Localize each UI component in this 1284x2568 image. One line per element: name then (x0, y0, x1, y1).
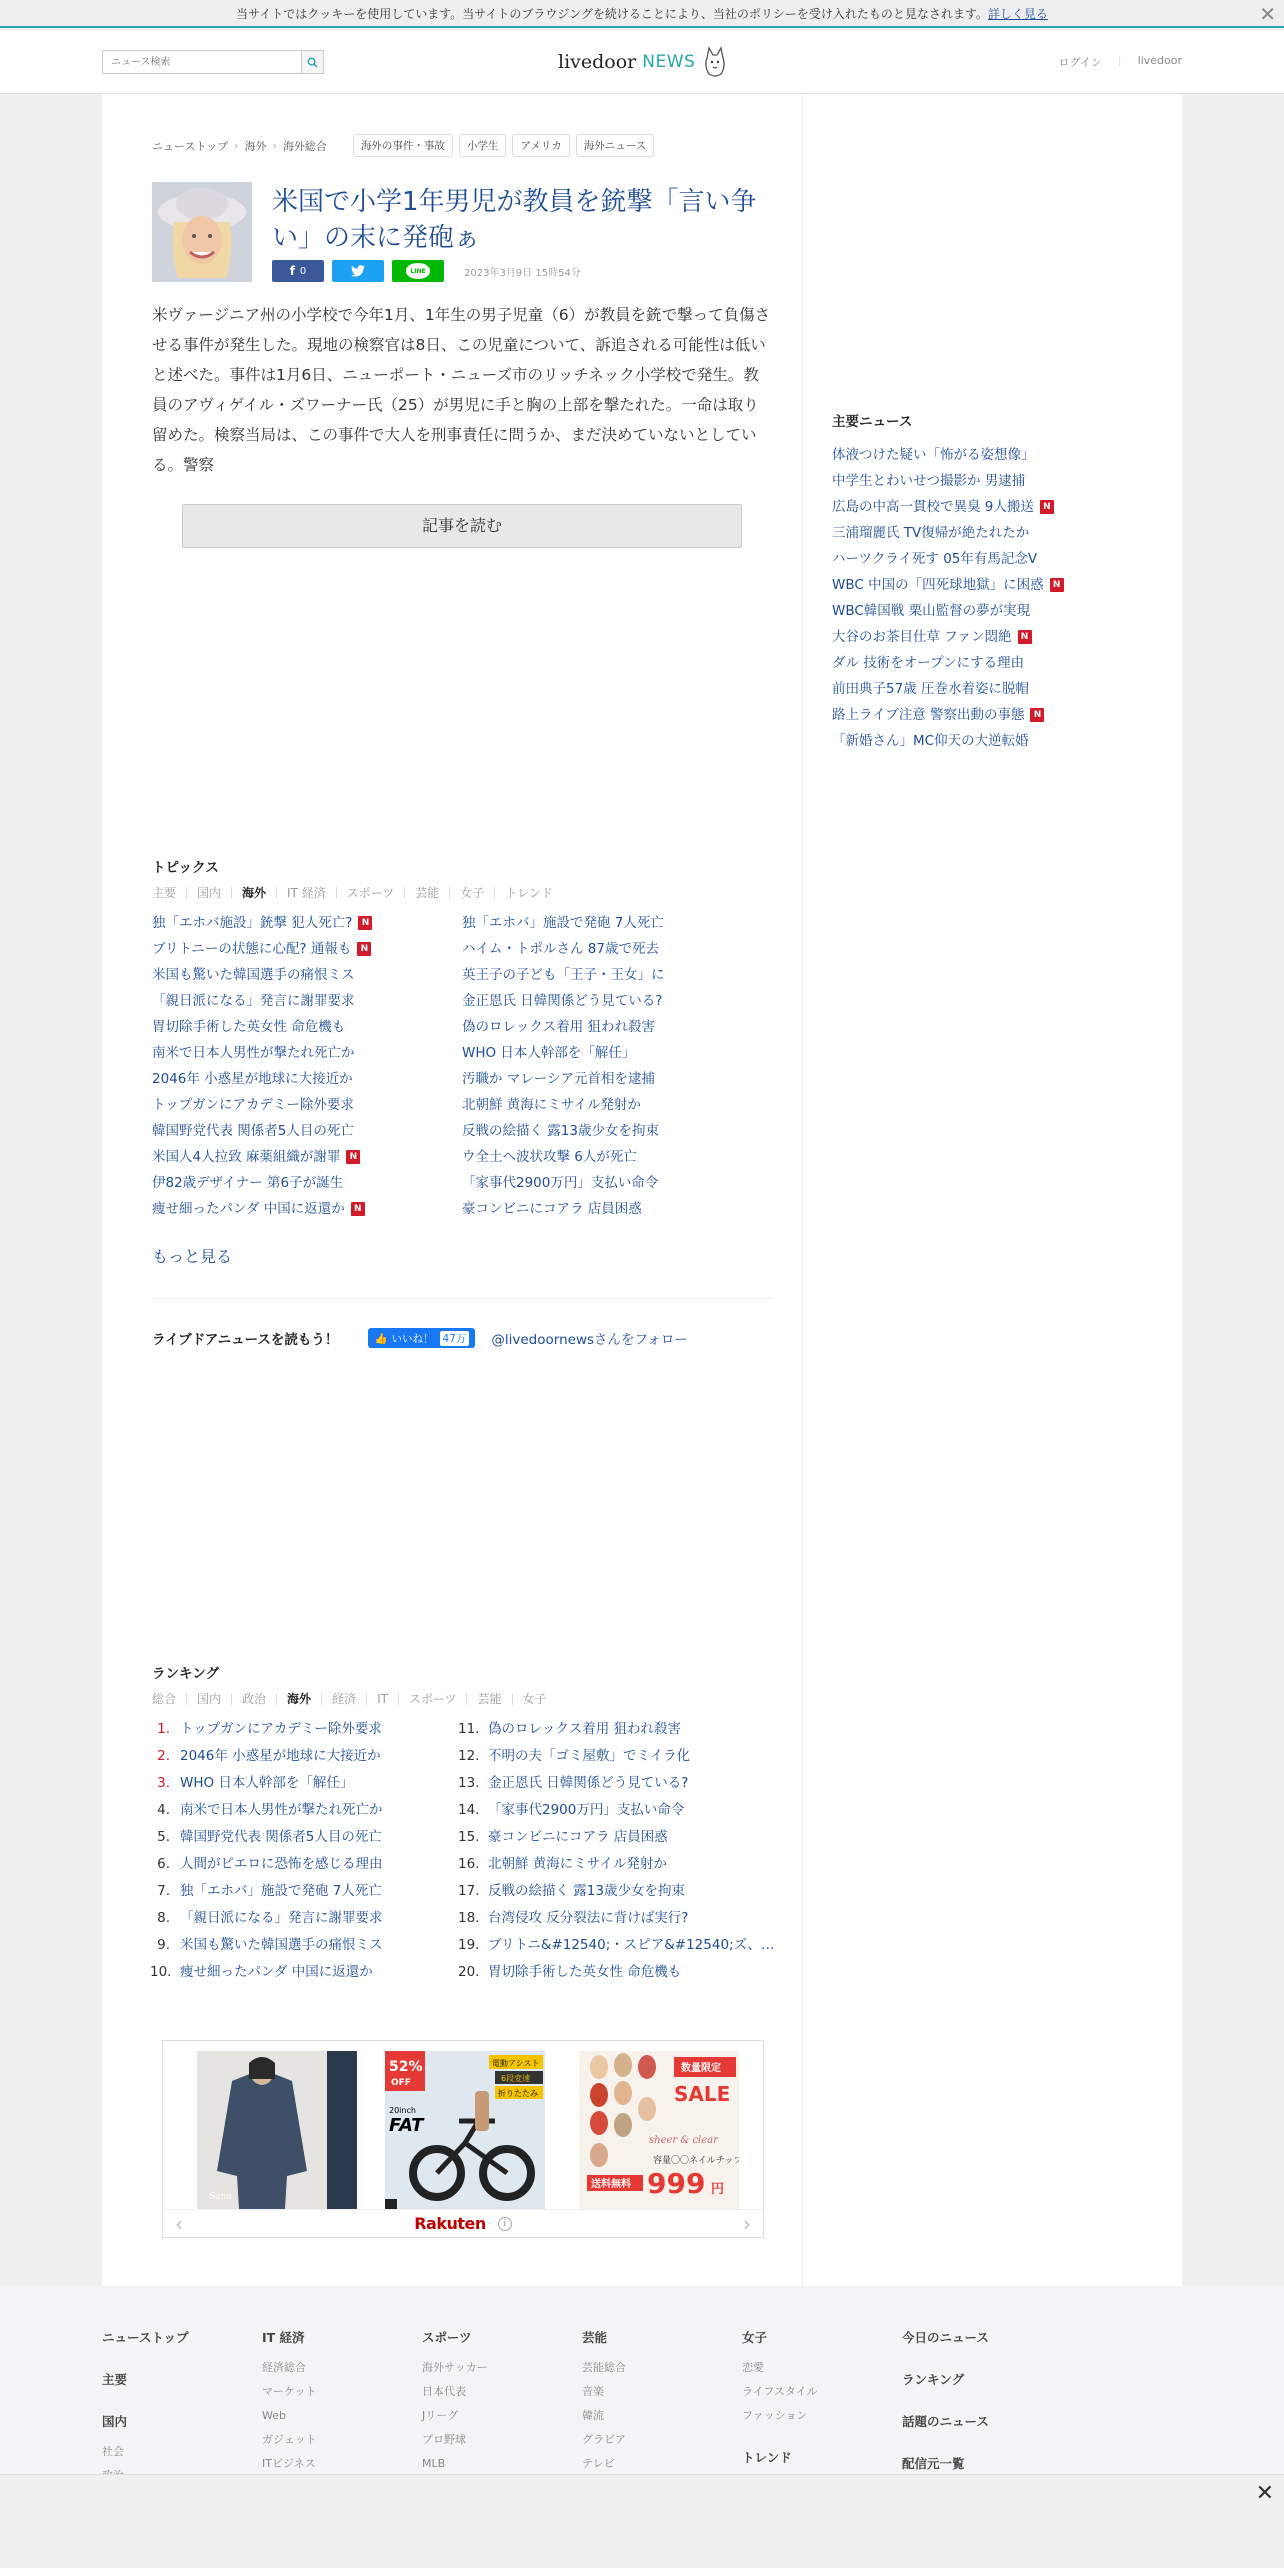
footer-link[interactable]: ライフスタイル (742, 2385, 818, 2398)
ranking-row (150, 1932, 450, 1959)
list-item (462, 1144, 762, 1170)
ranking-tab-domestic[interactable]: 国内 (197, 1692, 222, 1706)
news-link[interactable]: 痩せ細ったパンダ 中国に返還か (152, 1201, 345, 1217)
footer-link[interactable]: プロ野球 (422, 2433, 466, 2446)
logo-livedoor: livedoor (558, 51, 637, 73)
list-item (462, 1196, 762, 1222)
footer-sources[interactable]: 配信元一覧 (902, 2456, 965, 2471)
list-item (152, 1196, 452, 1222)
ranking-row (458, 1959, 778, 1986)
footer-col-misc (902, 2326, 989, 2482)
breadcrumb-overseas[interactable]: 海外 (244, 139, 267, 153)
news-link[interactable]: 反戦の絵描く 露13歳少女を拘束 (462, 1123, 659, 1139)
ranking-link[interactable]: 痩せ細ったパンダ 中国に返還か (180, 1964, 373, 1980)
footer-link[interactable]: ガジェット (262, 2433, 317, 2446)
list-item (152, 910, 452, 936)
svg-text:折りたたみ: 折りたたみ (498, 2089, 538, 2098)
list-item (462, 1092, 762, 1118)
news-link[interactable]: 豪コンビニにコアラ 店員困惑 (462, 1201, 642, 1217)
ranking-row (150, 1743, 450, 1770)
page-content (102, 94, 1182, 2286)
footer-women[interactable]: 女子 (742, 2330, 768, 2345)
article-title: 米国で小学1年男児が教員を銃撃「言い争い」の末に発砲ぁ (272, 187, 757, 253)
news-link[interactable]: 「親日派になる」発言に謝罪要求 (152, 993, 355, 1009)
news-link[interactable]: 偽のロレックス着用 狙われ殺害 (462, 1019, 656, 1035)
list-item (832, 676, 1132, 702)
footer-link[interactable]: 音楽 (582, 2385, 604, 2398)
like-label: いいね！ (391, 1332, 434, 1345)
list-item (152, 1092, 452, 1118)
footer-it-economy[interactable]: IT 経済 (262, 2330, 305, 2345)
footer-link[interactable]: グラビア (582, 2433, 626, 2446)
rank-number: 18. (458, 1910, 480, 1926)
footer-col-sports (422, 2326, 488, 2476)
news-link[interactable]: 米国人4人拉致 麻薬組織が謝罪 (152, 1149, 341, 1165)
topics-tab-domestic[interactable]: 国内 (197, 886, 222, 900)
breadcrumb (152, 134, 654, 157)
list-item (462, 1170, 762, 1196)
livedoor-link[interactable]: livedoor (1137, 54, 1182, 67)
svg-text:999: 999 (647, 2167, 706, 2200)
ad-item-nail[interactable] (579, 2051, 739, 2209)
new-badge-icon: N (1030, 708, 1044, 722)
like-count: 47万 (440, 1331, 470, 1346)
site-logo[interactable] (558, 44, 729, 80)
line-icon: LINE (406, 263, 430, 279)
thumbs-up-icon: 👍 (374, 1332, 388, 1345)
news-link[interactable]: 胃切除手術した英女性 命危機も (152, 1019, 346, 1035)
list-item (832, 650, 1132, 676)
footer-link[interactable]: ファッション (742, 2409, 808, 2422)
ranking-row (150, 1716, 450, 1743)
rank-number: 11. (458, 1721, 480, 1737)
footer-entertainment[interactable]: 芸能 (582, 2330, 608, 2345)
ranking-link[interactable]: 台湾侵攻 反分裂法に背けば実行? (488, 1910, 689, 1926)
svg-text:SALE: SALE (674, 2082, 731, 2106)
ad-nav-bar (163, 2209, 763, 2237)
ranking-link[interactable]: 北朝鮮 黄海にミサイル発射か (488, 1856, 667, 1872)
ranking-link[interactable]: 豪コンビニにコアラ 店員困惑 (488, 1829, 668, 1845)
news-link[interactable]: 南米で日本人男性が撃たれ死亡か (152, 1045, 355, 1061)
ranking-row (458, 1932, 778, 1959)
rank-number: 10. (150, 1964, 172, 1980)
news-link[interactable]: ブリトニーの状態に心配? 通報も (152, 941, 352, 957)
tag-incident[interactable]: 海外の事件・事故 (353, 134, 453, 157)
news-link[interactable]: WBC韓国戦 栗山監督の夢が実現 (832, 603, 1031, 619)
site-header (0, 30, 1284, 94)
twitter-follow-link[interactable]: @livedoornewsさんをフォロー (491, 1332, 688, 1348)
list-item (832, 494, 1132, 520)
ranking-row (150, 1959, 450, 1986)
rank-number: 6. (157, 1856, 170, 1872)
twitter-share-button[interactable] (332, 260, 384, 282)
footer-topic-news[interactable]: 話題のニュース (902, 2414, 989, 2429)
facebook-share-button[interactable] (272, 260, 324, 282)
news-link[interactable]: ハイム・トポルさん 87歳で死去 (462, 941, 659, 957)
search-input[interactable] (103, 51, 299, 73)
more-topics-link[interactable]: もっと見る (152, 1247, 233, 1266)
header-links (1058, 54, 1182, 70)
news-link[interactable]: 独「エホバ」施設で発砲 7人死亡 (462, 915, 664, 931)
list-item (462, 936, 762, 962)
news-link[interactable]: 英王子の子ども「王子・王女」に (462, 967, 665, 983)
svg-text:20inch: 20inch (389, 2106, 416, 2115)
footer-link[interactable]: テレビ (582, 2457, 615, 2470)
list-item (462, 988, 762, 1014)
topics-tab-women[interactable]: 女子 (460, 886, 485, 900)
news-link[interactable]: 体液つけた疑い「怖がる姿想像」 (832, 447, 1035, 463)
list-item (462, 1118, 762, 1144)
topics-list-right (462, 910, 762, 1222)
rank-number: 20. (458, 1964, 480, 1980)
svg-text:Sana: Sana (209, 2192, 232, 2202)
list-item (832, 468, 1132, 494)
article-date: 2023年3月9日 15時54分 (464, 267, 581, 279)
list-item (832, 598, 1132, 624)
news-link[interactable]: トップガンにアカデミー除外要求 (152, 1097, 354, 1113)
rank-number: 19. (458, 1937, 480, 1953)
news-link[interactable]: 大谷のお茶目仕草 ファン悶絶 (832, 629, 1012, 645)
ranking-tab-economy[interactable]: 経済 (332, 1692, 357, 1706)
tag-overseas-news[interactable]: 海外ニュース (576, 134, 654, 157)
news-link[interactable]: 北朝鮮 黄海にミサイル発射か (462, 1097, 641, 1113)
svg-text:容量〇〇ネイルチップ: 容量〇〇ネイルチップ (653, 2156, 739, 2166)
topics-tab-overseas[interactable]: 海外 (242, 886, 267, 900)
footer-link[interactable]: 日本代表 (422, 2385, 466, 2398)
news-link[interactable]: 金正恩氏 日韓関係どう見ている? (462, 993, 663, 1009)
ranking-tab-overseas[interactable]: 海外 (287, 1692, 312, 1706)
portrait-image (152, 182, 252, 282)
ranking-row (458, 1743, 778, 1770)
chevron-left-icon[interactable]: ‹ (175, 2212, 183, 2236)
list-item (462, 910, 762, 936)
ranking-link[interactable]: 「家事代2900万円」支払い命令 (488, 1802, 685, 1818)
column-divider (802, 94, 803, 2286)
ranking-link[interactable]: 2046年 小惑星が地球に大接近か (180, 1748, 381, 1764)
list-item (152, 962, 452, 988)
news-link[interactable]: ハーツクライ死す 05年有馬記念V (832, 551, 1038, 567)
ranking-link[interactable]: 胃切除手術した英女性 命危機も (488, 1964, 682, 1980)
footer-link[interactable]: 経済総合 (262, 2361, 306, 2374)
ranking-row (458, 1770, 778, 1797)
ranking-link[interactable]: 米国も驚いた韓国選手の痛恨ミス (180, 1937, 383, 1953)
rank-number: 1. (157, 1721, 170, 1737)
new-badge-icon: N (346, 1150, 360, 1164)
footer-col-top (102, 2326, 189, 2488)
list-item (462, 1040, 762, 1066)
topics-tab-trend[interactable]: トレンド (505, 886, 553, 900)
ranking-tab-overall[interactable]: 総合 (152, 1692, 177, 1706)
mascot-icon (701, 44, 729, 80)
rank-number: 8. (157, 1910, 170, 1926)
news-link[interactable]: 「新婚さん」MC仰天の大逆転婚 (832, 733, 1029, 749)
rank-number: 16. (458, 1856, 480, 1872)
line-share-button[interactable] (392, 260, 444, 282)
ranking-link[interactable]: ブリトニ&#12540;・スピア&#12540;ズ、… (488, 1937, 775, 1953)
ranking-link[interactable]: 韓国野党代表 関係者5人目の死亡 (180, 1829, 382, 1845)
svg-text:sheer & clear: sheer & clear (649, 2135, 718, 2146)
ranking-row (458, 1824, 778, 1851)
article-thumbnail (152, 182, 252, 282)
rank-number: 15. (458, 1829, 480, 1845)
news-link[interactable]: 韓国野党代表 関係者5人目の死亡 (152, 1123, 354, 1139)
new-badge-icon: N (1018, 630, 1032, 644)
list-item (462, 1014, 762, 1040)
rank-number: 12. (458, 1748, 480, 1764)
ranking-list-left (150, 1716, 450, 1986)
follow-heading: ライブドアニュースを読もう！ (152, 1332, 339, 1348)
footer-link[interactable]: Jリーグ (422, 2409, 459, 2422)
ranking-row (150, 1878, 450, 1905)
footer-link[interactable]: マーケット (262, 2385, 317, 2398)
ad-item-ebike[interactable] (385, 2051, 545, 2209)
login-link[interactable]: ログイン (1058, 56, 1102, 69)
new-badge-icon: N (1040, 500, 1054, 514)
ranking-row (150, 1770, 450, 1797)
share-buttons (272, 260, 581, 282)
cookie-text: 当サイトではクッキーを使用しています。当サイトのブラウジングを続けることにより、当社のポリシーを受け入れたものと見なされます。 (236, 7, 988, 21)
twitter-icon (351, 265, 365, 277)
cookie-banner (0, 0, 1284, 28)
footer-domestic[interactable]: 国内 (102, 2414, 128, 2429)
news-link[interactable]: 独「エホバ施設」銃撃 犯人死亡? (152, 915, 353, 931)
breadcrumb-top[interactable]: ニューストップ (152, 139, 229, 153)
ad-item-jacket[interactable] (197, 2051, 357, 2209)
list-item (152, 1170, 452, 1196)
list-item (462, 962, 762, 988)
list-item (152, 1144, 452, 1170)
nail-tips-image (579, 2051, 739, 2209)
tag-elementary[interactable]: 小学生 (459, 134, 507, 157)
footer-link[interactable]: 海外サッカー (422, 2361, 488, 2374)
ranking-tab-entertainment[interactable]: 芸能 (477, 1692, 502, 1706)
side-news-list (832, 442, 1132, 754)
footer-link[interactable]: 恋愛 (742, 2361, 764, 2374)
footer-news-top[interactable]: ニューストップ (102, 2330, 189, 2345)
bottom-ad-overlay (0, 2474, 1284, 2568)
list-item (152, 1118, 452, 1144)
ranking-row (458, 1878, 778, 1905)
topics-heading: トピックス (152, 860, 219, 876)
new-badge-icon: N (358, 916, 372, 930)
list-item (832, 572, 1132, 598)
ranking-link[interactable]: 金正恩氏 日韓関係どう見ている? (488, 1775, 689, 1791)
chevron-right-icon: › (272, 139, 277, 152)
ranking-link[interactable]: WHO 日本人幹部を「解任」 (180, 1775, 354, 1791)
jacket-image (197, 2051, 327, 2209)
ranking-tab-women[interactable]: 女子 (522, 1692, 547, 1706)
news-link[interactable]: WBC 中国の「四死球地獄」に困惑 (832, 577, 1044, 593)
tag-america[interactable]: アメリカ (512, 134, 569, 157)
ranking-tab-it[interactable]: IT (377, 1691, 388, 1706)
ranking-link[interactable]: 不明の夫「ゴミ屋敷」でミイラ化 (488, 1748, 691, 1764)
topics-tab-entertainment[interactable]: 芸能 (415, 886, 440, 900)
list-item (152, 1040, 452, 1066)
list-item (832, 702, 1132, 728)
search-icon (307, 57, 318, 68)
follow-section (152, 1328, 688, 1348)
ranking-row (150, 1905, 450, 1932)
info-icon[interactable]: i (498, 2217, 512, 2231)
ranking-tab-politics[interactable]: 政治 (242, 1692, 267, 1706)
list-item (832, 520, 1132, 546)
logo-news: NEWS (642, 52, 696, 72)
article-body: 米ヴァージニア州の小学校で今年1月、1年生の男子児童（6）が教員を銃で撃って負傷させる事件が発生した。現地の検察官は8日、この児童について、訴追される可能性は低いと述べた。事件は1月6日、ニューポート・ニューズ市のリッチネック小学校で発生。教員のアヴィゲイル・ズワーナー氏（25）が男児に手と胸の上部を撃たれた。一命は取り留めた。検察当局は、この事件で大人を刑事責任に問うか、まだ決めていないとしている。警察 (152, 306, 771, 474)
ranking-link[interactable]: 独「エホバ」施設で発砲 7人死亡 (180, 1883, 382, 1899)
footer-col-women (742, 2326, 818, 2476)
news-link[interactable]: ダル 技術をオープンにする理由 (832, 655, 1025, 671)
close-icon[interactable]: ✕ (1255, 2481, 1274, 2506)
search-box (102, 50, 324, 74)
list-item (152, 988, 452, 1014)
rakuten-ad-carousel (162, 2040, 764, 2238)
svg-text:FAT: FAT (389, 2115, 424, 2136)
footer-society[interactable]: 社会 (102, 2445, 124, 2458)
news-link[interactable]: 伊82歳デザイナー 第6子が誕生 (152, 1175, 344, 1191)
news-link[interactable]: 中学生とわいせつ撮影か 男逮捕 (832, 473, 1026, 489)
news-link[interactable]: ウ全土へ波状攻撃 6人が死亡 (462, 1149, 637, 1165)
news-link[interactable]: 2046年 小惑星が地球に大接近か (152, 1071, 353, 1087)
list-item (832, 728, 1132, 754)
svg-text:OFF: OFF (391, 2078, 411, 2088)
footer-trend[interactable]: トレンド (742, 2450, 792, 2465)
list-item (152, 1014, 452, 1040)
side-heading: 主要ニュース (832, 414, 913, 430)
topics-tab-main[interactable]: 主要 (152, 886, 177, 900)
ranking-link[interactable]: トップガンにアカデミー除外要求 (180, 1721, 382, 1737)
rank-number: 5. (157, 1829, 170, 1845)
news-link[interactable]: 路上ライブ注意 警察出動の事態 (832, 707, 1025, 723)
list-item (832, 442, 1132, 468)
footer-link[interactable]: Web (262, 2409, 286, 2422)
news-link[interactable]: WHO 日本人幹部を「解任」 (462, 1045, 636, 1061)
search-button[interactable] (301, 51, 323, 73)
ranking-row (150, 1797, 450, 1824)
svg-text:電動アシスト: 電動アシスト (492, 2059, 540, 2068)
chevron-right-icon: › (234, 139, 239, 152)
rank-number: 13. (458, 1775, 480, 1791)
svg-text:送料無料: 送料無料 (591, 2179, 631, 2190)
header-separator: | (1117, 54, 1122, 67)
news-link[interactable]: 前田典子57歳 圧巻水着姿に脱帽 (832, 681, 1029, 697)
ranking-list-right (458, 1716, 778, 1986)
topics-tab-it-economy[interactable]: IT 経済 (287, 886, 326, 900)
rank-number: 4. (157, 1802, 170, 1818)
svg-text:数量限定: 数量限定 (681, 2063, 721, 2074)
footer-col-entertainment (582, 2326, 626, 2476)
section-divider (152, 1298, 772, 1299)
rakuten-logo[interactable]: Rakuten (414, 2214, 486, 2233)
new-badge-icon: N (1050, 578, 1064, 592)
ranking-row (458, 1905, 778, 1932)
list-item (832, 624, 1132, 650)
svg-text:6段変速: 6段変速 (501, 2074, 531, 2083)
ranking-row (458, 1851, 778, 1878)
chevron-right-icon[interactable]: › (743, 2212, 751, 2236)
ebike-image (385, 2051, 545, 2209)
ranking-link[interactable]: 南米で日本人男性が撃たれ死亡か (180, 1802, 383, 1818)
news-link[interactable]: 広島の中高一貫校で異臭 9人搬送 (832, 499, 1034, 515)
ranking-row (150, 1824, 450, 1851)
footer-today-news[interactable]: 今日のニュース (902, 2330, 989, 2345)
news-link[interactable]: 汚職か マレーシア元首相を逮捕 (462, 1071, 656, 1087)
ranking-link[interactable]: 人間がピエロに恐怖を感じる理由 (180, 1856, 383, 1872)
list-item (152, 936, 452, 962)
rank-number: 9. (157, 1937, 170, 1953)
rank-number: 3. (157, 1775, 170, 1791)
footer-link[interactable]: 韓流 (582, 2409, 604, 2422)
topics-tabs (152, 884, 563, 901)
list-item (152, 1066, 452, 1092)
breadcrumb-overseas-general[interactable]: 海外総合 (282, 139, 327, 153)
facebook-icon: f (289, 264, 295, 278)
read-article-button[interactable]: 記事を読む (182, 504, 742, 548)
new-badge-icon: N (351, 1202, 365, 1216)
list-item (832, 546, 1132, 572)
rank-number: 7. (157, 1883, 170, 1899)
ranking-row (458, 1716, 778, 1743)
footer-col-it (262, 2326, 317, 2476)
facebook-like-button[interactable] (368, 1328, 475, 1348)
topics-list-left (152, 910, 452, 1222)
news-link[interactable]: 米国も驚いた韓国選手の痛恨ミス (152, 967, 355, 983)
new-badge-icon: N (357, 942, 371, 956)
facebook-count: 0 (299, 265, 307, 277)
ranking-row (458, 1797, 778, 1824)
ranking-link[interactable]: 反戦の絵描く 露13歳少女を拘束 (488, 1883, 685, 1899)
ranking-tab-sports[interactable]: スポーツ (408, 1692, 457, 1706)
footer-ranking[interactable]: ランキング (902, 2372, 965, 2387)
footer-link[interactable]: ITビジネス (262, 2457, 316, 2470)
svg-text:52%: 52% (389, 2059, 423, 2075)
rank-number: 14. (458, 1802, 480, 1818)
footer-main[interactable]: 主要 (102, 2372, 128, 2387)
svg-text:円: 円 (711, 2182, 725, 2197)
ranking-link[interactable]: 偽のロレックス着用 狙われ殺害 (488, 1721, 682, 1737)
cookie-close-icon[interactable]: ✕ (1259, 2, 1276, 26)
side-main-news (832, 410, 1132, 754)
ranking-row (150, 1851, 450, 1878)
news-link[interactable]: 三浦瑠麗氏 TV復帰が絶たれたか (832, 525, 1030, 541)
footer-link[interactable]: MLB (422, 2457, 446, 2470)
ranking-heading: ランキング (152, 1666, 220, 1682)
ranking-tabs (152, 1690, 557, 1707)
ranking-link[interactable]: 「親日派になる」発言に謝罪要求 (180, 1910, 383, 1926)
footer-link[interactable]: 芸能総合 (582, 2361, 626, 2374)
rank-number: 17. (458, 1883, 480, 1899)
footer-sports[interactable]: スポーツ (422, 2330, 472, 2345)
rank-number: 2. (157, 1748, 170, 1764)
list-item (462, 1066, 762, 1092)
cookie-details-link[interactable]: 詳しく見る (987, 7, 1048, 21)
topics-tab-sports[interactable]: スポーツ (346, 886, 395, 900)
news-link[interactable]: 「家事代2900万円」支払い命令 (462, 1175, 659, 1191)
